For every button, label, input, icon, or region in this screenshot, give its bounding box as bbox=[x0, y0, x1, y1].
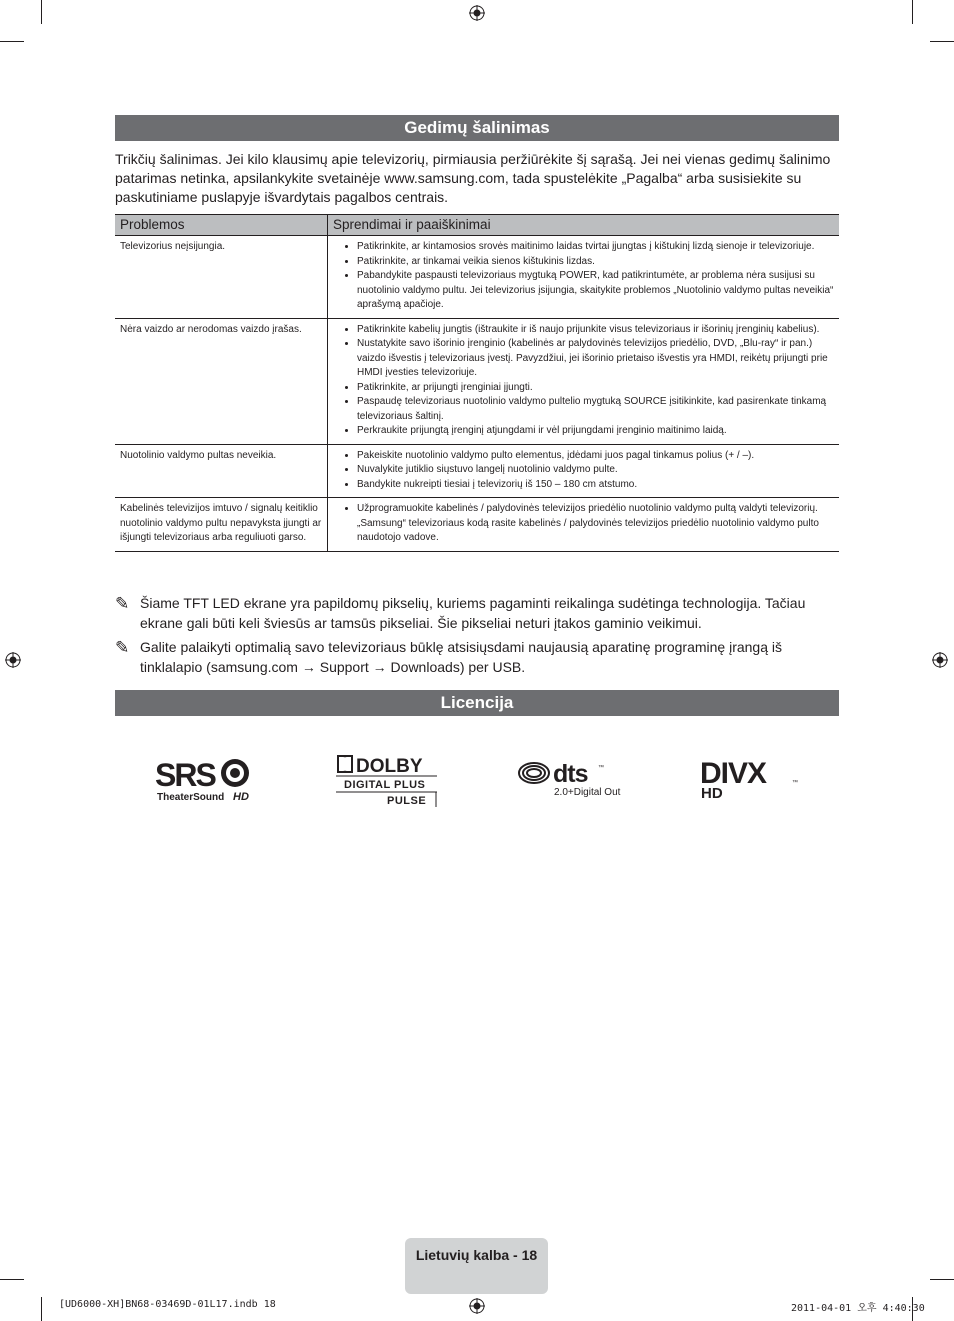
divx-tm-text: ™ bbox=[792, 780, 798, 786]
registration-mark-icon bbox=[932, 652, 948, 668]
dolby-digital-plus-pulse-logo bbox=[336, 754, 440, 808]
registration-mark-icon bbox=[469, 5, 485, 21]
solution-item: • Patikrinkite kabelių jungtis (ištraukite ir iš naujo prijunkite visus televizoriaus ir išorinių įrenginių kabelius). bbox=[357, 323, 834, 338]
crop-mark bbox=[41, 1297, 42, 1321]
srs-line-text: TheaterSound bbox=[157, 792, 225, 803]
dolby-brand-text: DOLBY bbox=[356, 756, 423, 777]
problem-cell: Kabelinės televizijos imtuvo / signalų keitiklio nuotolinio valdymo pultu nepavyksta įjungti ar išjungti televizoriaus arba reguliuoti garso. bbox=[115, 498, 328, 552]
table-header-row bbox=[115, 215, 839, 236]
dts-tm-text: ™ bbox=[598, 765, 604, 771]
crop-mark bbox=[0, 41, 24, 42]
print-slug-date: 2011-04-01 오후 4:40:30 bbox=[791, 1303, 925, 1314]
column-header-solutions: Sprendimai ir paaiškinimai bbox=[328, 215, 840, 236]
solution-item: • Pabandykite paspausti televizoriaus mygtuką POWER, kad patikrintumėte, ar problema nėra susijusi su nuotolinio valdymo pultu. Jei televizorius įsijungia, skaitykite problemos „Nuotolinio valdymo pultas neveikia“ aprašymą apačioje. bbox=[357, 269, 834, 313]
crop-mark bbox=[912, 0, 913, 24]
pencil-note-icon: ✎ bbox=[115, 594, 130, 613]
solution-cell bbox=[328, 498, 840, 552]
solution-item: • Perkraukite prijungtą įrenginį atjungdami ir vėl prijungdami įrenginio maitinimo laidą. bbox=[357, 424, 834, 439]
solution-cell bbox=[328, 236, 840, 319]
solution-item: • Bandykite nukreipti tiesiai į televizorių iš 150 – 180 cm atstumo. bbox=[357, 478, 834, 493]
srs-theatersound-hd-logo bbox=[155, 755, 260, 805]
table-row bbox=[115, 236, 839, 319]
dts-line-text: 2.0+Digital Out bbox=[554, 787, 621, 798]
intro-paragraph: Trikčių šalinimas. Jei kilo klausimų apie televizorių, pirmiausia peržiūrėkite šį sąrašą. Jei nei vienas gedimų šalinimo patarimas netinka, apsilankykite svetainėje www.samsung.com, tada spustelėkite „Pagalba“ arba susisiekite su paskutiniame puslapyje išvardytais pagalbos centrais. bbox=[115, 151, 831, 205]
section-title-license: Licencija bbox=[115, 690, 839, 716]
solution-item: • Patikrinkite, ar prijungti įrenginiai įjungti. bbox=[357, 381, 834, 396]
note-text: Šiame TFT LED ekrane yra papildomų pikselių, kuriems pagaminti reikalinga sudėtinga technologija. Tačiau ekrane gali būti keli šviesūs ar tamsūs pikseliai. Šie pikseliai neturi įtakos gaminio veikimui. bbox=[140, 595, 806, 631]
table-row bbox=[115, 318, 839, 444]
solution-item: • Nustatykite savo išorinio įrenginio (kabelinės ar palydovinės televizijos priedėlio, DVD, „Blu-ray“ ir pan.) vaizdo išvestis į televizoriaus įvestį. Pavyzdžiui, jei išorinio prietaiso išvestis yra HMDI, reikėtų prijungti prie HMDI įvesties televizoriuje. bbox=[357, 337, 834, 381]
crop-mark bbox=[930, 41, 954, 42]
solution-item: • Paspaudę televizoriaus nuotolinio valdymo pultelio mygtuką SOURCE įsitikinkite, kad pasirenkate tinkamą televizoriaus šaltinį. bbox=[357, 395, 834, 424]
column-header-problems: Problemos bbox=[115, 215, 328, 236]
print-slug-file: [UD6000-XH]BN68-03469D-01L17.indb 18 bbox=[59, 1299, 276, 1310]
divx-brand-text: DIVX bbox=[700, 757, 767, 790]
solution-item: • Patikrinkite, ar kintamosios srovės maitinimo laidas tvirtai įjungtas į kištukinį lizdą sienoje ir televizoriuje. bbox=[357, 240, 834, 255]
srs-hd-text: HD bbox=[233, 791, 249, 803]
notes bbox=[115, 594, 839, 682]
troubleshooting-table bbox=[115, 214, 839, 552]
dts-digital-out-logo bbox=[517, 760, 627, 800]
solution-item: • Užprogramuokite kabelinės / palydovinės televizijos priedėlio nuotolinio valdymo pultą valdyti televizorių. „Samsung“ televizoriaus kodą rasite kabelinės / palydovinės televizijos priedėlio nuotolinio valdymo pulto naudotojo vadove. bbox=[357, 502, 834, 546]
divx-hd-text: HD bbox=[701, 785, 723, 801]
problem-cell: Nuotolinio valdymo pultas neveikia. bbox=[115, 444, 328, 498]
srs-mark-text: SRS bbox=[155, 757, 215, 793]
note-item bbox=[115, 594, 839, 633]
dolby-line1-text: DIGITAL PLUS bbox=[344, 779, 426, 791]
crop-mark bbox=[930, 1279, 954, 1280]
section-title-troubleshooting: Gedimų šalinimas bbox=[115, 115, 839, 141]
solution-item: • Pakeiskite nuotolinio valdymo pulto elementus, įdėdami juos pagal tinkamus polius (+ / –). bbox=[357, 449, 834, 464]
note-text: Galite palaikyti optimalią savo televizoriaus būklę atsisiųsdami naujausią aparatinę programinę įrangą iš tinklalapio (samsung.com → Support → Downloads) per USB. bbox=[140, 639, 783, 675]
crop-mark bbox=[41, 0, 42, 24]
solution-cell bbox=[328, 318, 840, 444]
table-row bbox=[115, 444, 839, 498]
note-item bbox=[115, 638, 839, 677]
dolby-line2-text: PULSE bbox=[387, 795, 427, 807]
dts-brand-text: dts bbox=[553, 760, 588, 788]
problem-cell: Nėra vaizdo ar nerodomas vaizdo įrašas. bbox=[115, 318, 328, 444]
crop-mark bbox=[0, 1279, 24, 1280]
registration-mark-icon bbox=[469, 1298, 485, 1314]
pencil-note-icon: ✎ bbox=[115, 638, 130, 657]
page-number-tab: Lietuvių kalba - 18 bbox=[405, 1238, 548, 1294]
solution-cell bbox=[328, 444, 840, 498]
solution-item: • Nuvalykite jutiklio siųstuvo langelį nuotolinio valdymo pulte. bbox=[357, 463, 834, 478]
problem-cell: Televizorius neįsijungia. bbox=[115, 236, 328, 319]
table-row bbox=[115, 498, 839, 552]
solution-item: • Patikrinkite, ar tinkamai veikia sienos kištukinis lizdas. bbox=[357, 255, 834, 270]
divx-hd-logo bbox=[700, 757, 800, 801]
registration-mark-icon bbox=[5, 652, 21, 668]
